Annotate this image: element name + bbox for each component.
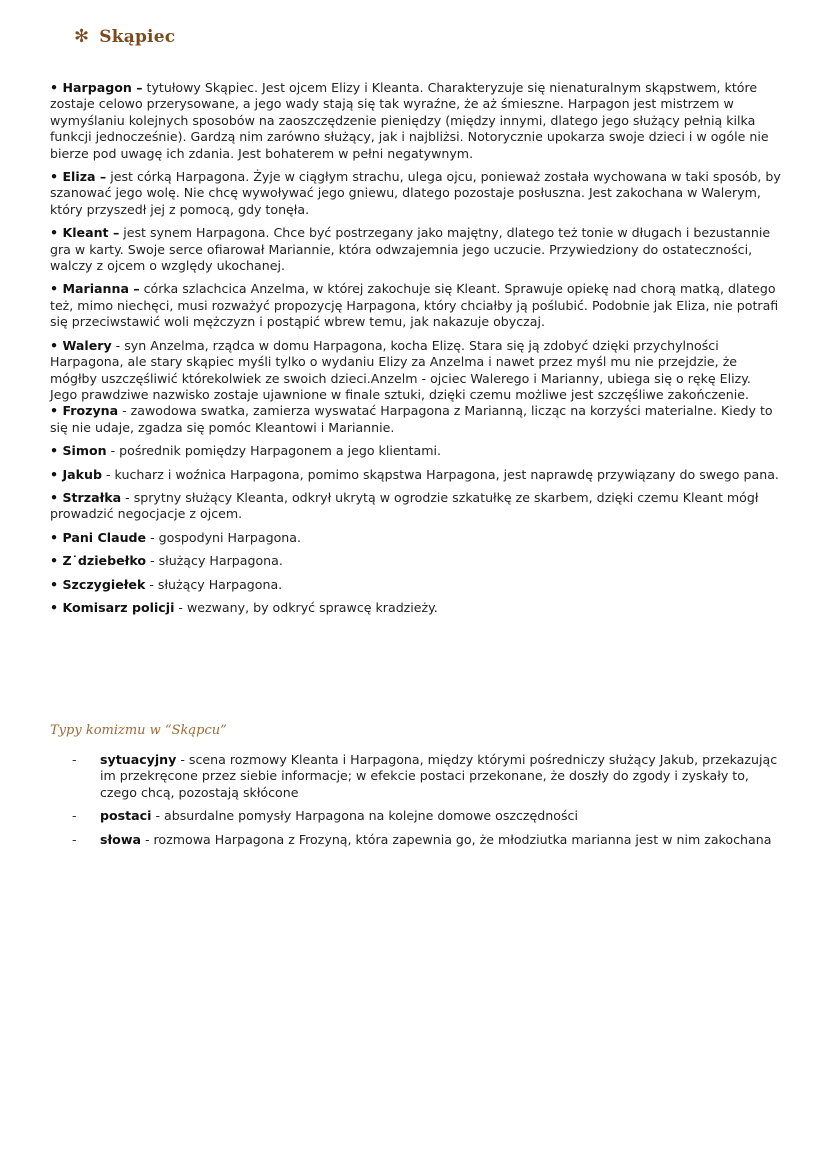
character-zdziebelko bbox=[50, 553, 782, 569]
dash-marker: - bbox=[72, 752, 77, 767]
asterisk-icon: ✻ bbox=[74, 26, 90, 47]
dash-marker: - bbox=[72, 808, 77, 824]
character-description: córka szlachcica Anzelma, w której zakochuje się Kleant. Sprawuje opiekę nad chorą matką, dlatego też, mimo niechęci, musi rozważyć propozycję Harpagona, który chciałby ją poślubić. Podobnie jak Eliza, nie potrafi się przeciwstawić woli mężczyzn i postąpić wbrew temu, jak nakazuje obyczaj. bbox=[50, 281, 779, 330]
comedy-type-text bbox=[100, 752, 784, 801]
character-komisarz bbox=[50, 600, 782, 616]
bullet: • bbox=[50, 443, 59, 459]
character-kleant bbox=[50, 225, 782, 274]
bullet: • bbox=[50, 337, 59, 353]
character-name: Simon bbox=[62, 443, 107, 459]
character-frozyna bbox=[50, 403, 782, 436]
character-name: Jakub bbox=[62, 466, 102, 482]
character-name: Kleant – bbox=[62, 225, 120, 241]
dash-marker: - bbox=[72, 831, 77, 847]
character-description: - gospodyni Harpagona. bbox=[146, 529, 302, 545]
character-walery bbox=[50, 338, 782, 404]
heading-title: Skąpiec bbox=[99, 27, 176, 47]
document-heading bbox=[74, 27, 175, 47]
comedy-type-item bbox=[72, 808, 784, 824]
character-description: - służący Harpagona. bbox=[145, 576, 283, 592]
bullet: • bbox=[50, 403, 59, 419]
character-name: Walery bbox=[62, 337, 112, 353]
character-description: jest córką Harpagona. Żyje w ciągłym strachu, ulega ojcu, ponieważ została wychowana w taki sposób, by szanować jego wolę. Nie chcę wywoływać jego gniewu, dlatego pozostaje posłuszna. Jest zakochana w Walerym, który przyszedł jej z pomocą, gdy tonęła. bbox=[50, 169, 781, 217]
character-description: tytułowy Skąpiec. Jest ojcem Elizy i Kleanta. Charakteryzuje się nienaturalnym skąpstwem, które zostaje celowo przerysowane, a jego wady stają się tak wyraźne, że aż śmieszne. Harpagon jest mistrzem w wymyślaniu kolejnych sposobów na zaoszczędzenie pieniędzy (między innymi, dlatego jego służący pełnią kilka funkcji jednocześnie). Gardzą nim zarówno służący, jak i najbliżsi. Notorycznie upokarza swoje dzieci i w ogóle nie bierze pod uwagę ich zdania. Jest bohaterem w pełni negatywnym. bbox=[50, 80, 769, 161]
character-name: Marianna – bbox=[62, 281, 140, 297]
bullet: • bbox=[50, 225, 59, 241]
character-description: - zawodowa swatka, zamierza wyswatać Harpagona z Marianną, licząc na korzyści materialne. Kiedy to się nie udaje, zgadza się pomóc Kleantowi i Mariannie. bbox=[50, 403, 773, 435]
bullet: • bbox=[50, 281, 59, 297]
comedy-type-name: sytuacyjny bbox=[100, 752, 177, 767]
bullet: • bbox=[50, 529, 59, 545]
character-name: Komisarz policji bbox=[62, 599, 175, 615]
bullet: • bbox=[50, 80, 59, 95]
character-name: Frozyna bbox=[62, 403, 119, 419]
character-description: - sprytny służący Kleanta, odkrył ukrytą w ogrodzie szkatułkę ze skarbem, dzięki czemu Kleant mógł prowadzić negocjacje z ojcem. bbox=[50, 489, 759, 522]
bullet: • bbox=[50, 576, 59, 592]
comedy-type-item bbox=[72, 832, 784, 848]
character-name: Szczygiełek bbox=[62, 576, 146, 592]
character-description: - syn Anzelma, rządca w domu Harpagona, kocha Elizę. Stara się ją zdobyć dzięki przychylności Harpagona, ale stary skąpiec myśli tylko o wydaniu Elizy za Anzelma i nawet przez myśl mu nie przejdzie, że mógłby uszczęśliwić którekolwiek ze swoich dzieci.Anzelm - ojciec Walerego i Marianny, ubiega się o rękę Elizy. Jego prawdziwe nazwisko zostaje ujawnione w finale sztuki, dzięki czemu możliwe jest szczęśliwe zakończenie. bbox=[50, 337, 751, 402]
bullet: • bbox=[50, 489, 59, 505]
character-list bbox=[50, 80, 782, 623]
comedy-type-description: - absurdalne pomysły Harpagona na kolejne domowe oszczędności bbox=[151, 808, 578, 824]
character-name: Z˙dziebełko bbox=[62, 553, 147, 569]
comedy-types-title: Typy komizmu w “Skąpcu” bbox=[50, 723, 227, 738]
comedy-types-list bbox=[72, 752, 784, 855]
bullet: • bbox=[50, 553, 59, 569]
character-name: Harpagon – bbox=[62, 80, 143, 95]
character-description: jest synem Harpagona. Chce być postrzegany jako majętny, dlatego też tonie w długach i bezustannie gra w karty. Swoje serce ofiarował Mariannie, która odwzajemnia jego uczucie. Przywiedziony do ostateczności, walczy z ojcem o względy ukochanej. bbox=[50, 225, 771, 274]
bullet: • bbox=[50, 466, 59, 482]
comedy-type-description: - rozmowa Harpagona z Frozyną, która zapewnia go, że młodziutka marianna jest w nim zakochana bbox=[140, 831, 772, 847]
character-marianna bbox=[50, 281, 782, 330]
comedy-type-text bbox=[100, 808, 784, 824]
character-name: Eliza – bbox=[62, 169, 107, 185]
comedy-type-description: - scena rozmowy Kleanta i Harpagona, między którymi pośredniczy służący Jakub, przekazując im przekręcone przez siebie informacje; w efekcie postaci przekonane, że doszły do zgody i zyskały to, czego chcą, pozostają skłócone bbox=[100, 752, 778, 800]
comedy-type-item bbox=[72, 752, 784, 801]
bullet: • bbox=[50, 169, 59, 185]
character-pani-claude bbox=[50, 530, 782, 546]
character-description: - kucharz i woźnica Harpagona, pomimo skąpstwa Harpagona, jest naprawdę przywiązany do swego pana. bbox=[102, 466, 779, 482]
character-description: - pośrednik pomiędzy Harpagonem a jego klientami. bbox=[106, 443, 441, 459]
character-name: Strzałka bbox=[62, 489, 122, 505]
character-name: Pani Claude bbox=[62, 529, 147, 545]
character-simon bbox=[50, 443, 782, 459]
comedy-type-name: postaci bbox=[100, 808, 152, 824]
character-harpagon bbox=[50, 80, 782, 162]
comedy-type-name: słowa bbox=[100, 831, 141, 847]
bullet: • bbox=[50, 599, 59, 615]
character-description: - wezwany, by odkryć sprawcę kradzieży. bbox=[174, 599, 438, 615]
character-strzalka bbox=[50, 490, 782, 523]
character-description: - służący Harpagona. bbox=[146, 553, 283, 569]
character-jakub bbox=[50, 467, 782, 483]
character-szczygielek bbox=[50, 577, 782, 593]
comedy-type-text bbox=[100, 832, 784, 848]
character-eliza bbox=[50, 169, 782, 218]
